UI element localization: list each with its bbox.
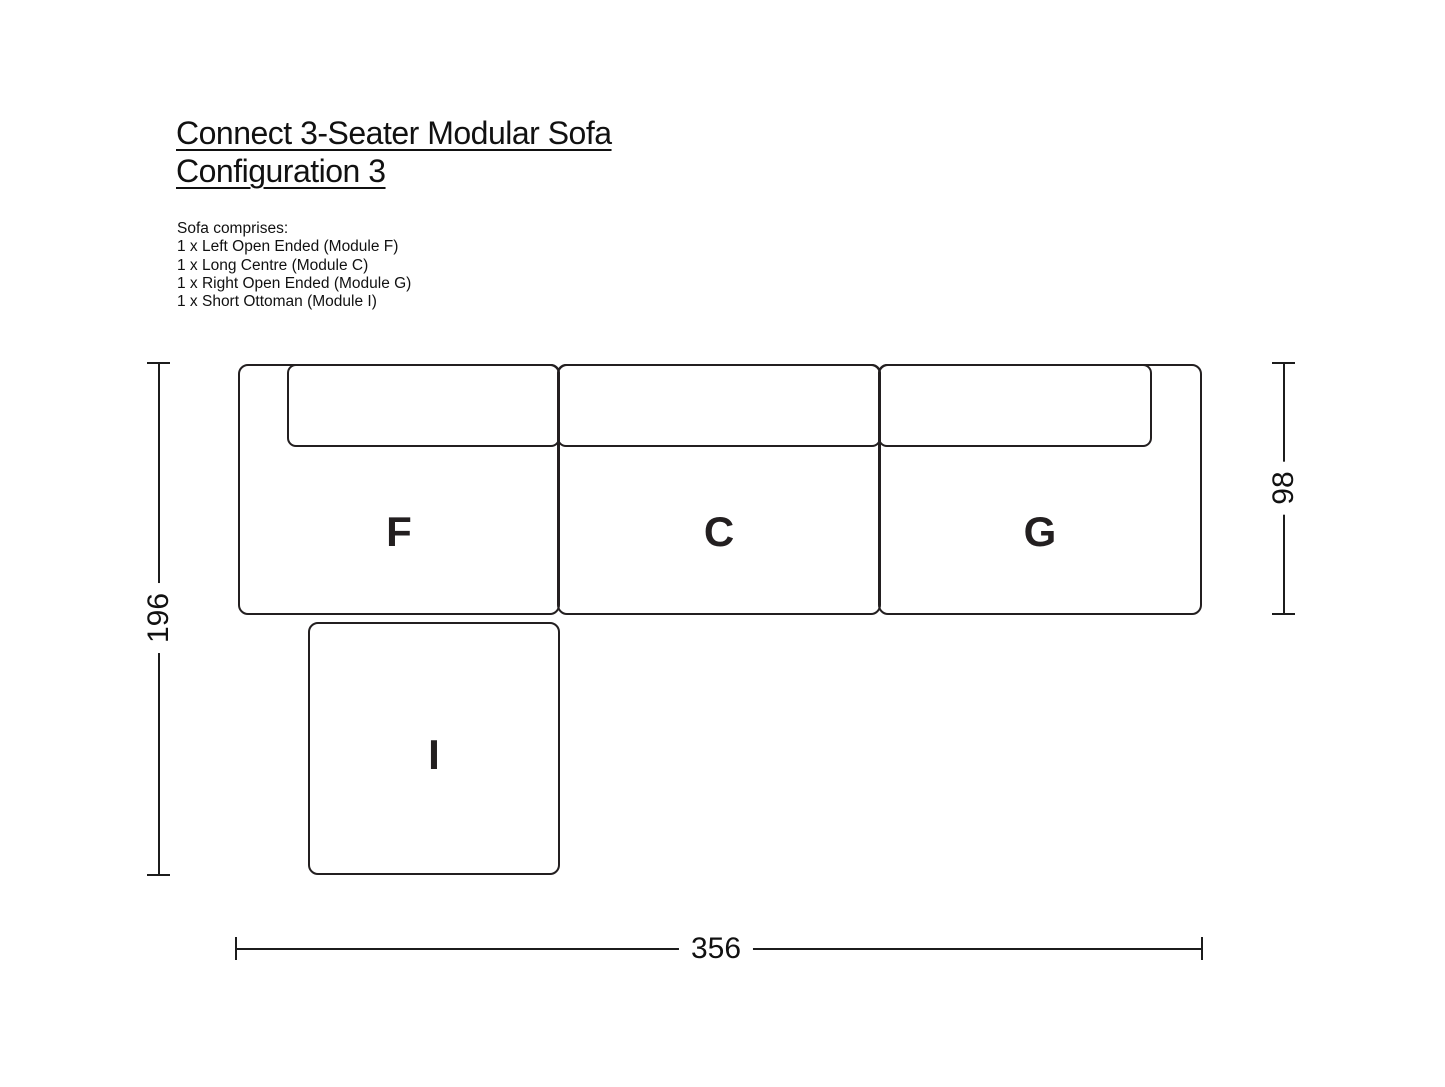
dimension-total-width: [235, 931, 1203, 965]
module-i-short-ottoman: [308, 622, 560, 875]
dimension-sofa-depth: [1266, 362, 1300, 615]
composition-item: 1 x Long Centre (Module C): [177, 256, 369, 274]
module-f-label: F: [386, 508, 412, 555]
composition-intro: Sofa comprises:: [177, 220, 289, 237]
sofa-composition-list: [177, 220, 411, 311]
title-line-1: [176, 114, 612, 152]
composition-item: 1 x Right Open Ended (Module G): [177, 274, 412, 292]
module-c-long-centre: [557, 364, 881, 615]
module-g-right-open-ended: [878, 364, 1202, 615]
title-line-1-text: Connect 3-Seater Modular Sofa: [176, 115, 612, 151]
module-c-label: C: [703, 508, 735, 555]
page-title: [176, 114, 612, 190]
dimension-value-356: 356: [679, 934, 753, 964]
title-line-2-text: Configuration 3: [176, 153, 386, 189]
module-f-left-open-ended: [238, 364, 560, 615]
title-line-2: [176, 152, 612, 190]
dimension-value-196: 196: [142, 583, 176, 653]
module-i-label: I: [428, 731, 440, 778]
dimension-value-98: 98: [1267, 461, 1301, 514]
dimension-total-depth: [141, 362, 175, 876]
composition-item: 1 x Left Open Ended (Module F): [177, 238, 399, 256]
composition-item: 1 x Short Ottoman (Module I): [177, 293, 377, 311]
module-g-label: G: [1023, 508, 1057, 555]
